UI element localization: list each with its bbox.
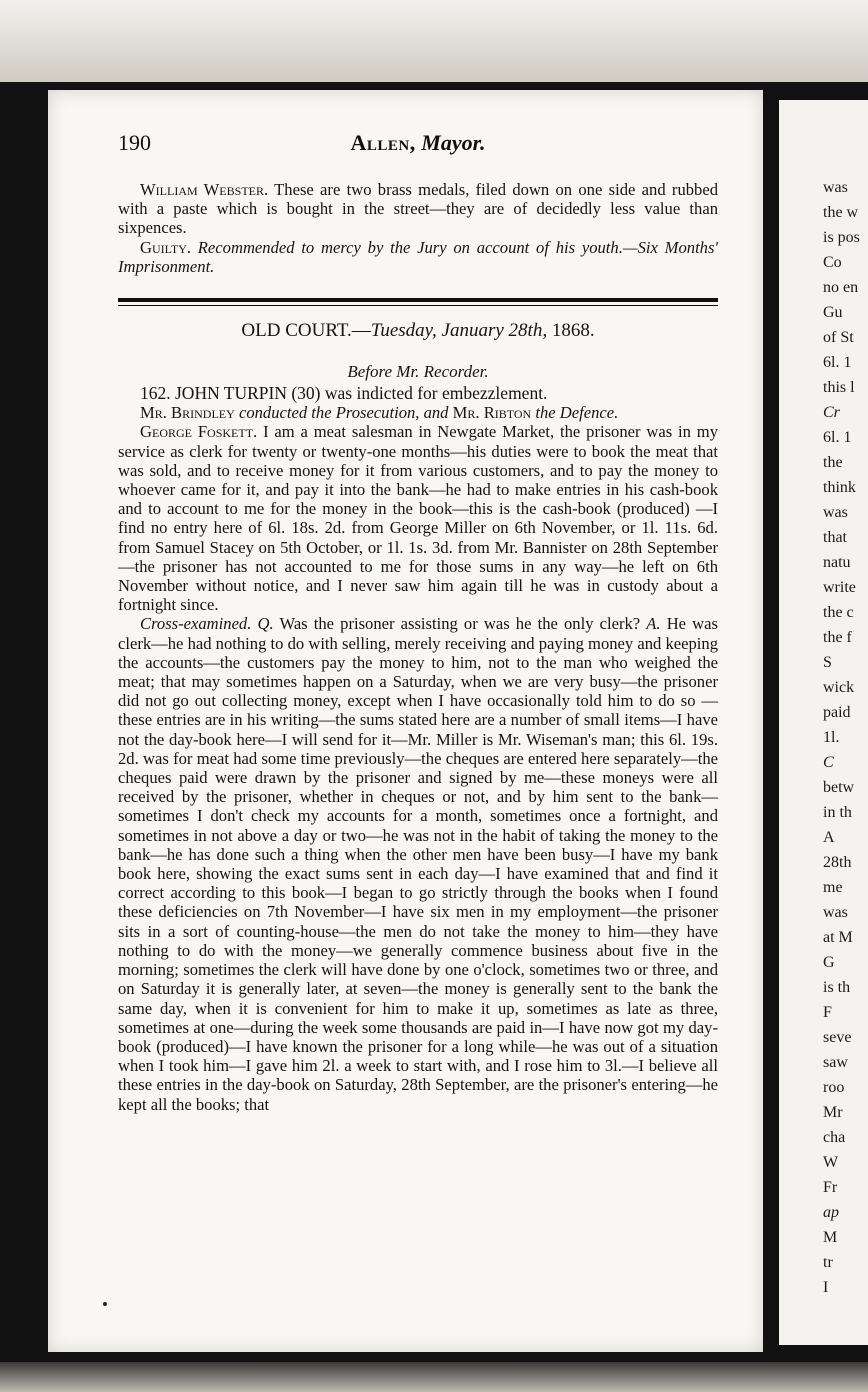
facing-page-fragment: the xyxy=(823,454,843,471)
facing-page-fragment: paid xyxy=(823,704,851,721)
facing-page-fragment: is pos xyxy=(823,229,860,246)
running-head xyxy=(118,130,718,156)
facing-page-fragment: seve xyxy=(823,1029,852,1046)
facing-page-fragment: that xyxy=(823,529,847,546)
facing-page-fragment: was xyxy=(823,904,848,921)
witness-evidence: I am a meat salesman in Newgate Market, the prisoner was in my service as clerk for twenty or twenty-one months—his duties were to book the meat that was sold, and to receive money for it from various customers, and to pay the money to whoever came for it, and pay it into the bank—he had to make entries in his cash-book and to account to me for the money in the book—this is the cash-book (produced) —I find no entry here of 6l. 18s. 2d. from George Miller on 6th November, or 1l. 11s. 6d. from Samuel Stacey on 5th October, or 1l. 1s. 3d. from Mr. Bannister on 28th September—the prisoner has not accounted to me for those sums in any way—he left on 6th November without notice, and I never saw him again till he was in custody about a fortnight since. xyxy=(118,422,718,615)
witness-evidence-paragraph xyxy=(118,422,718,614)
facing-page-fragment: wick xyxy=(823,679,855,696)
facing-page-fragment: M xyxy=(823,1229,838,1246)
page-number: 190 xyxy=(118,130,151,155)
facing-page-fragment: 28th xyxy=(823,854,852,871)
testimony-text: These are two brass medals, filed down on one side and rubbed with a paste which is bought in the street—they are of decidedly less value than sixpences. xyxy=(118,180,718,238)
before-judge: Before Mr. Recorder. xyxy=(347,362,489,381)
question-text: Was the prisoner assisting or was he the only clerk? xyxy=(279,614,641,634)
facing-page-fragment: the f xyxy=(823,629,852,646)
facing-page-fragment: in th xyxy=(823,804,852,821)
facing-page-fragment: this l xyxy=(823,379,855,396)
facing-page-fragment: Cr xyxy=(823,404,840,421)
previous-case xyxy=(118,180,718,276)
facing-page-fragment: betw xyxy=(823,779,855,796)
facing-page-fragment: A xyxy=(823,829,835,846)
facing-page-fragment: cha xyxy=(823,1129,846,1146)
witness-name: William Webster. xyxy=(140,180,269,199)
session-year: 1868. xyxy=(551,320,595,341)
facing-page-fragment: of St xyxy=(823,329,854,346)
defence-text: the Defence. xyxy=(535,403,619,423)
verdict-label: Guilty. xyxy=(140,237,192,257)
facing-page-fragment: was xyxy=(823,504,848,521)
facing-page-fragment: me xyxy=(823,879,843,896)
running-head-title: Mayor. xyxy=(421,130,486,155)
page-header xyxy=(118,130,718,164)
cross-label: Cross-examined. xyxy=(140,614,252,634)
facing-page-fragment: think xyxy=(823,479,856,496)
verdict-text: Recommended to mercy by the Jury on account of his youth.—Six Months' Imprisonment. xyxy=(118,237,718,276)
case-body xyxy=(118,384,718,1114)
facing-page-fragment: tr xyxy=(823,1254,833,1271)
facing-page-fragment: G xyxy=(823,954,835,971)
facing-page-fragment: is th xyxy=(823,979,851,996)
facing-page-fragment: I xyxy=(823,1279,829,1296)
session-date: Tuesday, January 28th, xyxy=(370,320,548,341)
facing-page xyxy=(779,100,868,1345)
scan-top-margin xyxy=(0,0,868,82)
facing-page-fragment: roo xyxy=(823,1079,845,1096)
facing-page-fragment: 6l. 1 xyxy=(823,354,852,371)
question-label: Q. xyxy=(257,614,274,634)
defence-name: Mr. Ribton xyxy=(452,403,532,423)
answer-text: He was clerk—he had nothing to do with selling, merely receiving and paying money and keeping the accounts—the customers pay the money to him, not to the man who weighed the meat; that may sometimes happen on a Saturday, when we are very busy—the prisoner did not go out collecting money, except when I have occasionally told him to do so —these entries are in his writing—the sums stated here are a number of small items—I have not the day-book here—I will send for it—Mr. Miller is Mr. Wiseman's man; this 6l. 19s. 2d. was for meat had some time previously—the cheques are entered here separately—the cheques paid were drawn by the prisoner and signed by me—these moneys were all received by the prisoner, whether in cheques or not, and by him sent to the bank—sometimes I don't check my accounts for a month, sometimes once a fortnight, and sometimes in not above a day or two—he was not in the habit of taking the money to the bank—he has done such a thing when the other men have been busy—I have my bank book here, showing the exact sums sent in each day—I have examined that and find it correct according to this book—I began to go strictly through the books when I found these deficiencies on 7th November—I have six men in my employment—the prisoner sits in a sort of counting-house—the men do not take the money to him—they have nothing to do with the money—we generally commence business about five in the morning; sometimes the clerk will have done by one o'clock, sometimes two or three, and on Saturday it is generally later, at seven—the money is generally sent to the bank the same day, when it is convenient for him to make it up, sometimes as late as three, sometimes at one—during the week some thousands are paid in—I have now got my day-book (produced)—I have known the prisoner for a long while—he was out of a situation when I took him—I gave him 2l. a week to start with, and I rose him to 3l.—I believe all these entries in the day-book on Saturday, 28th September, are the prisoner's entering—he kept all the books; that xyxy=(118,614,718,1114)
facing-page-fragment: natu xyxy=(823,554,851,571)
indictment: 162. JOHN TURPIN (30) was indicted for embezzlement. xyxy=(140,383,548,403)
facing-page-fragment: F xyxy=(823,1004,832,1021)
facing-page-fragment: write xyxy=(823,579,856,596)
counsel-line xyxy=(118,403,718,422)
cross-examination-paragraph xyxy=(118,614,718,1113)
facing-page-fragment: was xyxy=(823,179,848,196)
facing-page-fragment: at M xyxy=(823,929,853,946)
facing-page-fragment: saw xyxy=(823,1054,848,1071)
facing-page-fragment: Gu xyxy=(823,304,843,321)
prosecution-text: conducted the Prosecution, and xyxy=(238,403,449,423)
document-page xyxy=(48,90,763,1352)
section-rule-thin xyxy=(118,305,718,306)
facing-page-fragment: ap xyxy=(823,1204,839,1221)
facing-page-fragment: Fr xyxy=(823,1179,838,1196)
section-rule-thick xyxy=(118,298,718,302)
court-name: OLD COURT.— xyxy=(241,320,371,341)
facing-page-fragment: no en xyxy=(823,279,859,296)
ink-mark xyxy=(103,1302,107,1306)
witness-name: George Foskett. xyxy=(140,422,258,442)
running-head-name: Allen, xyxy=(350,130,416,155)
facing-page-fragment: Mr xyxy=(823,1104,843,1121)
facing-page-fragment: 6l. 1 xyxy=(823,429,852,446)
facing-page-fragment: S xyxy=(823,654,832,671)
answer-label: A. xyxy=(646,614,661,634)
facing-page-fragment: C xyxy=(823,754,834,771)
verdict-paragraph xyxy=(118,238,718,276)
facing-page-fragment: W xyxy=(823,1154,839,1171)
witness-testimony-paragraph xyxy=(118,180,718,238)
facing-page-fragment: the c xyxy=(823,604,854,621)
facing-page-fragment: the w xyxy=(823,204,859,221)
session-heading xyxy=(118,320,718,342)
facing-page-fragment: Co xyxy=(823,254,842,271)
prosecutor-name: Mr. Brindley xyxy=(140,403,235,423)
scan-bottom-margin xyxy=(0,1362,868,1392)
facing-page-fragment: 1l. xyxy=(823,729,840,746)
